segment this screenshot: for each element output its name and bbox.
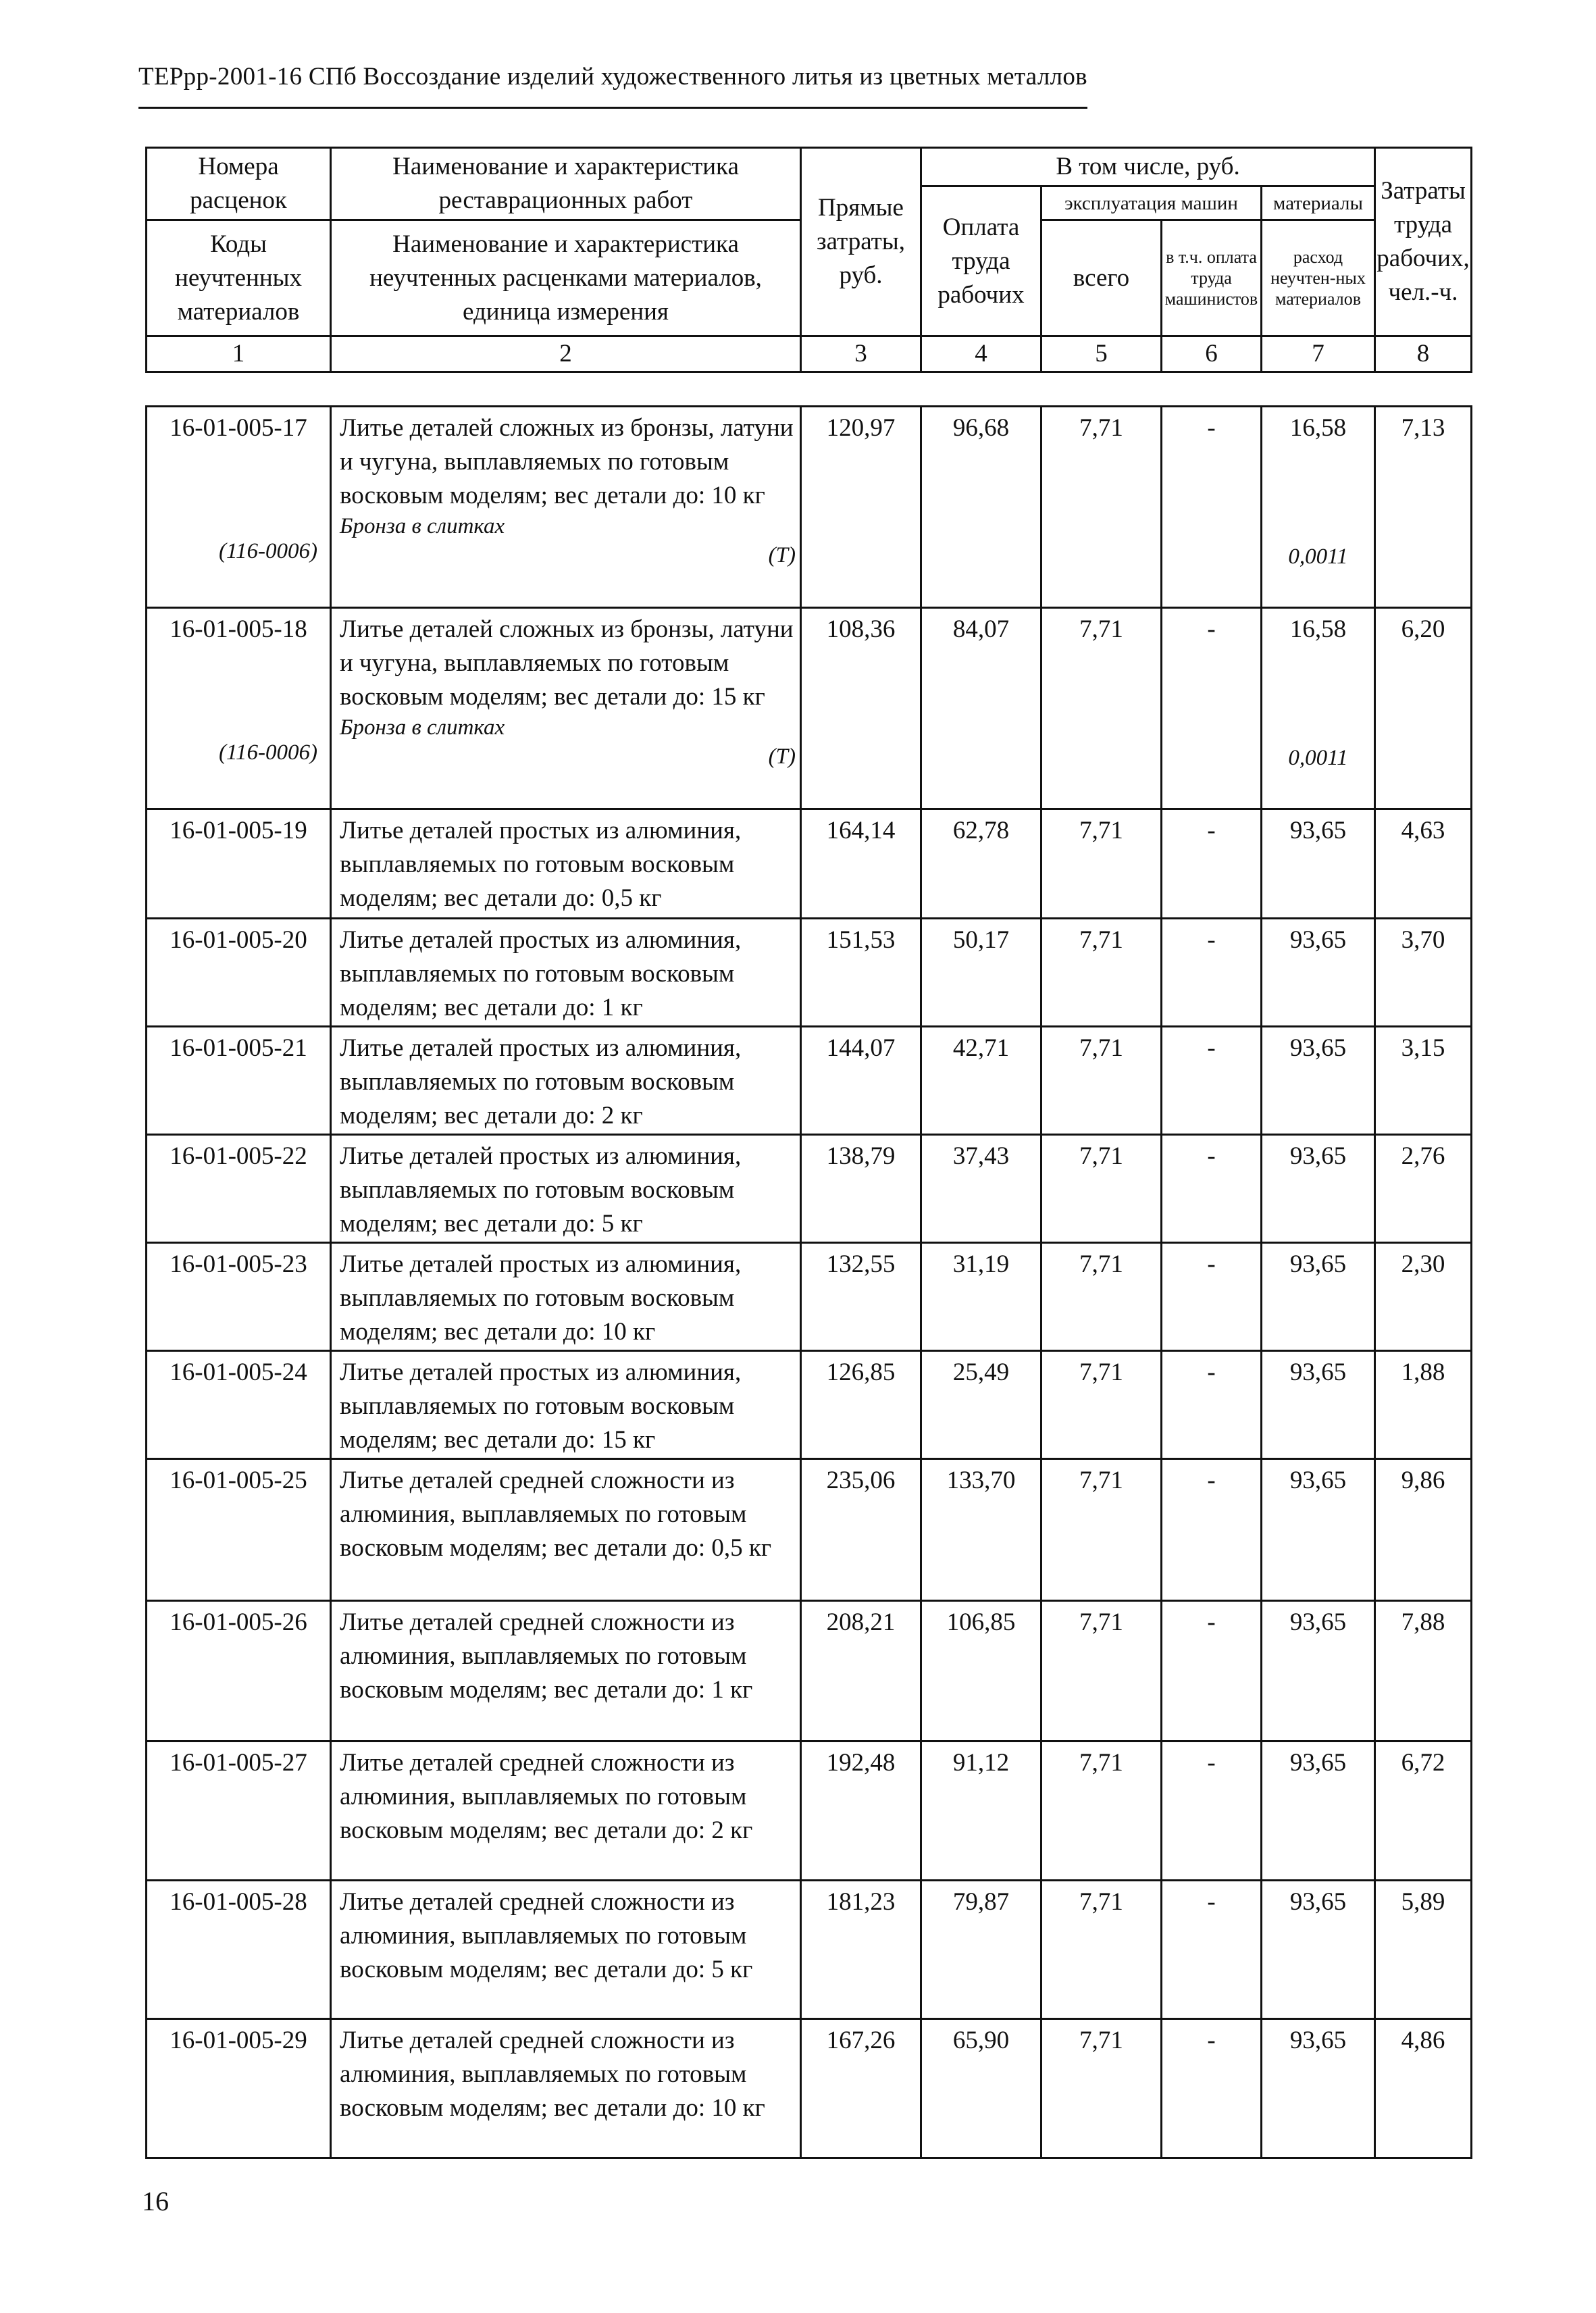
materials-cost-cell <box>1262 608 1375 809</box>
worker-pay: 79,87 <box>952 1888 1010 1916</box>
machines-total: 7,71 <box>1079 1749 1123 1777</box>
direct-costs: 108,36 <box>826 615 896 643</box>
machines-total: 7,71 <box>1079 926 1123 954</box>
rate-code: 16-01-005-23 <box>170 1250 307 1278</box>
table-row <box>147 1601 1472 1742</box>
direct-costs: 192,48 <box>826 1749 896 1777</box>
direct-costs: 144,07 <box>826 1034 896 1062</box>
direct-costs: 167,26 <box>826 2027 896 2054</box>
machines-total-cell <box>1041 1027 1162 1135</box>
machines-total-cell <box>1041 1351 1162 1459</box>
work-name: Литье деталей простых из алюминия, выплавляемых по готовым восковым моделям; вес детали до: 1 кг <box>340 926 742 1021</box>
materials-cost: 93,65 <box>1289 1142 1347 1170</box>
machines-total: 7,71 <box>1079 414 1123 442</box>
header-machines-total: всего <box>1041 220 1162 336</box>
header-underline <box>138 107 1087 109</box>
worker-pay-cell <box>921 1881 1041 2019</box>
work-name: Литье деталей сложных из бронзы, латуни и чугуна, выплавляемых по готовым восковым моделям; вес детали до: 15 кг <box>340 615 794 711</box>
work-name-cell <box>331 1881 801 2019</box>
direct-costs-cell <box>801 1243 921 1351</box>
materials-cost-cell <box>1262 1027 1375 1135</box>
table-row <box>147 1459 1472 1601</box>
worker-pay: 65,90 <box>952 2027 1010 2054</box>
rate-code: 16-01-005-29 <box>170 2027 307 2054</box>
machines-total-cell <box>1041 1881 1162 2019</box>
rate-code-cell <box>147 407 331 608</box>
materials-cost: 93,65 <box>1289 1467 1347 1494</box>
labor-hours: 4,86 <box>1401 2027 1445 2054</box>
direct-costs-cell <box>801 919 921 1027</box>
operator-pay-cell <box>1162 2019 1262 2158</box>
direct-costs-cell <box>801 1601 921 1742</box>
materials-cost: 93,65 <box>1289 926 1347 954</box>
machines-total: 7,71 <box>1079 1467 1123 1494</box>
rate-code-cell <box>147 1459 331 1601</box>
rate-code-cell <box>147 1881 331 2019</box>
rate-code-cell <box>147 1742 331 1881</box>
header-work-name: Наименование и характеристика реставрационных работ <box>331 148 801 220</box>
machines-total: 7,71 <box>1079 615 1123 643</box>
column-number: 5 <box>1041 336 1162 372</box>
machines-total-cell <box>1041 407 1162 608</box>
work-name: Литье деталей средней сложности из алюминия, выплавляемых по готовым восковым моделям; вес детали до: 5 кг <box>340 1888 753 1983</box>
header-materials: материалы <box>1262 186 1375 220</box>
worker-pay-cell <box>921 1135 1041 1243</box>
direct-costs: 151,53 <box>826 926 896 954</box>
direct-costs-cell <box>801 1459 921 1601</box>
rate-code: 16-01-005-20 <box>170 926 307 954</box>
operator-pay: - <box>1207 1034 1216 1062</box>
machines-total: 7,71 <box>1079 1358 1123 1386</box>
materials-cost: 93,65 <box>1289 1608 1347 1636</box>
work-name-cell <box>331 919 801 1027</box>
operator-pay: - <box>1207 2027 1216 2054</box>
header-column-numbers <box>147 336 1472 372</box>
materials-cost-cell <box>1262 809 1375 919</box>
rate-code-cell <box>147 919 331 1027</box>
materials-cost-cell <box>1262 1742 1375 1881</box>
rate-code: 16-01-005-24 <box>170 1358 307 1386</box>
labor-hours-cell <box>1375 1601 1472 1742</box>
operator-pay: - <box>1207 1608 1216 1636</box>
work-name-cell <box>331 809 801 919</box>
work-name: Литье деталей простых из алюминия, выплавляемых по готовым восковым моделям; вес детали до: 5 кг <box>340 1142 742 1238</box>
labor-hours: 4,63 <box>1401 817 1445 844</box>
materials-cost: 93,65 <box>1289 1250 1347 1278</box>
worker-pay-cell <box>921 919 1041 1027</box>
machines-total-cell <box>1041 1243 1162 1351</box>
rate-code: 16-01-005-28 <box>170 1888 307 1916</box>
worker-pay-cell <box>921 809 1041 919</box>
labor-hours: 6,72 <box>1401 1749 1445 1777</box>
page-number: 16 <box>142 2186 169 2216</box>
column-number: 6 <box>1162 336 1262 372</box>
labor-hours-cell <box>1375 809 1472 919</box>
worker-pay: 62,78 <box>952 817 1010 844</box>
work-name-cell <box>331 2019 801 2158</box>
materials-cost-cell <box>1262 2019 1375 2158</box>
table-row <box>147 1742 1472 1881</box>
rate-code-cell <box>147 1351 331 1459</box>
operator-pay-cell <box>1162 1459 1262 1601</box>
worker-pay: 84,07 <box>952 615 1010 643</box>
materials-cost: 93,65 <box>1289 1749 1347 1777</box>
operator-pay-cell <box>1162 1243 1262 1351</box>
labor-hours: 5,89 <box>1401 1888 1445 1916</box>
header-including-group: В том числе, руб. <box>921 148 1375 186</box>
work-name: Литье деталей сложных из бронзы, латуни и чугуна, выплавляемых по готовым восковым моделям; вес детали до: 10 кг <box>340 414 794 509</box>
worker-pay: 25,49 <box>952 1358 1010 1386</box>
materials-cost: 93,65 <box>1289 1358 1347 1386</box>
direct-costs: 138,79 <box>826 1142 896 1170</box>
table-row <box>147 1135 1472 1243</box>
work-name: Литье деталей средней сложности из алюминия, выплавляемых по готовым восковым моделям; вес детали до: 0,5 кг <box>340 1467 772 1562</box>
machines-total: 7,71 <box>1079 1142 1123 1170</box>
operator-pay-cell <box>1162 1742 1262 1881</box>
work-name: Литье деталей простых из алюминия, выплавляемых по готовым восковым моделям; вес детали до: 0,5 кг <box>340 817 742 912</box>
work-name-cell <box>331 1135 801 1243</box>
table-row <box>147 919 1472 1027</box>
labor-hours: 9,86 <box>1401 1467 1445 1494</box>
worker-pay: 42,71 <box>952 1034 1010 1062</box>
header-direct-costs: Прямые затраты, руб. <box>801 148 921 336</box>
direct-costs: 120,97 <box>826 414 896 442</box>
operator-pay: - <box>1207 1142 1216 1170</box>
operator-pay-cell <box>1162 1135 1262 1243</box>
machines-total-cell <box>1041 608 1162 809</box>
materials-cost: 93,65 <box>1289 1034 1347 1062</box>
direct-costs: 235,06 <box>826 1467 896 1494</box>
work-name-cell <box>331 1027 801 1135</box>
direct-costs-cell <box>801 1135 921 1243</box>
direct-costs-cell <box>801 1351 921 1459</box>
worker-pay-cell <box>921 1351 1041 1459</box>
operator-pay-cell <box>1162 1351 1262 1459</box>
materials-cost-cell <box>1262 1351 1375 1459</box>
materials-cost: 16,58 <box>1289 615 1347 643</box>
operator-pay-cell <box>1162 608 1262 809</box>
operator-pay-cell <box>1162 809 1262 919</box>
direct-costs-cell <box>801 1027 921 1135</box>
rates-table <box>145 405 1472 2159</box>
operator-pay: - <box>1207 1888 1216 1916</box>
materials-cost: 93,65 <box>1289 1888 1347 1916</box>
rate-code-cell <box>147 608 331 809</box>
operator-pay: - <box>1207 1358 1216 1386</box>
labor-hours: 3,15 <box>1401 1034 1445 1062</box>
machines-total-cell <box>1041 1135 1162 1243</box>
labor-hours: 1,88 <box>1401 1358 1445 1386</box>
operator-pay: - <box>1207 1250 1216 1278</box>
work-name-cell <box>331 1351 801 1459</box>
rate-code: 16-01-005-17 <box>170 414 307 442</box>
column-number: 7 <box>1262 336 1375 372</box>
materials-cost-cell <box>1262 1135 1375 1243</box>
labor-hours-cell <box>1375 1351 1472 1459</box>
direct-costs: 181,23 <box>826 1888 896 1916</box>
worker-pay-cell <box>921 1243 1041 1351</box>
table-row <box>147 1243 1472 1351</box>
operator-pay-cell <box>1162 1027 1262 1135</box>
table-row <box>147 809 1472 919</box>
column-number: 4 <box>921 336 1041 372</box>
worker-pay-cell <box>921 407 1041 608</box>
table-row <box>147 407 1472 608</box>
worker-pay: 106,85 <box>946 1608 1016 1636</box>
material-quantity: 0,0011 <box>1288 544 1348 569</box>
operator-pay-cell <box>1162 1881 1262 2019</box>
labor-hours-cell <box>1375 919 1472 1027</box>
rate-code-cell <box>147 1027 331 1135</box>
header-machines: эксплуатация машин <box>1041 186 1262 220</box>
machines-total: 7,71 <box>1079 817 1123 844</box>
labor-hours: 6,20 <box>1401 615 1445 643</box>
rate-code: 16-01-005-26 <box>170 1608 307 1636</box>
labor-hours-cell <box>1375 407 1472 608</box>
header-unaccounted-codes: Коды неучтенных материалов <box>147 220 331 336</box>
table-row <box>147 2019 1472 2158</box>
material-mark: (Т) <box>768 744 796 769</box>
work-name-cell <box>331 1601 801 1742</box>
operator-pay: - <box>1207 615 1216 643</box>
materials-cost-cell <box>1262 1881 1375 2019</box>
worker-pay-cell <box>921 608 1041 809</box>
direct-costs: 126,85 <box>826 1358 896 1386</box>
labor-hours-cell <box>1375 1881 1472 2019</box>
materials-cost-cell <box>1262 1243 1375 1351</box>
labor-hours-cell <box>1375 1135 1472 1243</box>
table-row <box>147 1881 1472 2019</box>
operator-pay: - <box>1207 926 1216 954</box>
material-code: (116-0006) <box>218 740 317 765</box>
operator-pay: - <box>1207 414 1216 442</box>
machines-total-cell <box>1041 809 1162 919</box>
table-row <box>147 1027 1472 1135</box>
table-row <box>147 608 1472 809</box>
worker-pay-cell <box>921 1742 1041 1881</box>
labor-hours-cell <box>1375 2019 1472 2158</box>
labor-hours: 2,30 <box>1401 1250 1445 1278</box>
rate-code: 16-01-005-27 <box>170 1749 307 1777</box>
labor-hours: 2,76 <box>1401 1142 1445 1170</box>
labor-hours-cell <box>1375 1742 1472 1881</box>
rate-code: 16-01-005-25 <box>170 1467 307 1494</box>
direct-costs: 208,21 <box>826 1608 896 1636</box>
header-worker-pay: Оплата труда рабочих <box>921 186 1041 336</box>
material-name: Бронза в слитках <box>340 514 505 538</box>
labor-hours-cell <box>1375 1243 1472 1351</box>
worker-pay-cell <box>921 1459 1041 1601</box>
spacer <box>1262 445 1374 540</box>
header-operator-pay: в т.ч. оплата труда машинистов <box>1162 220 1262 336</box>
machines-total-cell <box>1041 1742 1162 1881</box>
machines-total-cell <box>1041 2019 1162 2158</box>
spacer <box>1262 646 1374 741</box>
table-header <box>145 147 1472 373</box>
materials-cost: 93,65 <box>1289 2027 1347 2054</box>
document-header-title: ТЕРрр-2001-16 СПб Воссоздание изделий художественного литья из цветных металлов <box>138 63 1087 91</box>
operator-pay: - <box>1207 817 1216 844</box>
rate-code: 16-01-005-19 <box>170 817 307 844</box>
work-name: Литье деталей средней сложности из алюминия, выплавляемых по готовым восковым моделям; вес детали до: 10 кг <box>340 2027 765 2122</box>
operator-pay: - <box>1207 1467 1216 1494</box>
rate-code-cell <box>147 1135 331 1243</box>
worker-pay: 96,68 <box>952 414 1010 442</box>
work-name-cell <box>331 407 801 608</box>
work-name-cell <box>331 608 801 809</box>
header-material-name: Наименование и характеристика неучтенных расценками материалов, единица измерения <box>331 220 801 336</box>
operator-pay: - <box>1207 1749 1216 1777</box>
worker-pay: 37,43 <box>952 1142 1010 1170</box>
work-name: Литье деталей средней сложности из алюминия, выплавляемых по готовым восковым моделям; вес детали до: 1 кг <box>340 1608 753 1704</box>
work-name: Литье деталей простых из алюминия, выплавляемых по готовым восковым моделям; вес детали до: 15 кг <box>340 1358 742 1454</box>
table-row <box>147 1351 1472 1459</box>
labor-hours: 3,70 <box>1401 926 1445 954</box>
material-name: Бронза в слитках <box>340 715 505 740</box>
machines-total: 7,71 <box>1079 1034 1123 1062</box>
work-name-cell <box>331 1742 801 1881</box>
column-number: 3 <box>801 336 921 372</box>
materials-cost-cell <box>1262 407 1375 608</box>
machines-total-cell <box>1041 1601 1162 1742</box>
direct-costs-cell <box>801 2019 921 2158</box>
work-name: Литье деталей простых из алюминия, выплавляемых по готовым восковым моделям; вес детали до: 10 кг <box>340 1250 742 1346</box>
materials-cost: 16,58 <box>1289 414 1347 442</box>
labor-hours-cell <box>1375 608 1472 809</box>
worker-pay: 50,17 <box>952 926 1010 954</box>
rate-code: 16-01-005-21 <box>170 1034 307 1062</box>
direct-costs: 132,55 <box>826 1250 896 1278</box>
machines-total: 7,71 <box>1079 2027 1123 2054</box>
column-number: 1 <box>147 336 331 372</box>
rate-code-cell <box>147 809 331 919</box>
operator-pay-cell <box>1162 1601 1262 1742</box>
materials-cost-cell <box>1262 1459 1375 1601</box>
worker-pay-cell <box>921 2019 1041 2158</box>
column-number: 2 <box>331 336 801 372</box>
material-code: (116-0006) <box>218 539 317 563</box>
worker-pay-cell <box>921 1027 1041 1135</box>
direct-costs-cell <box>801 407 921 608</box>
materials-cost-cell <box>1262 919 1375 1027</box>
operator-pay-cell <box>1162 919 1262 1027</box>
labor-hours-cell <box>1375 1027 1472 1135</box>
rate-code: 16-01-005-22 <box>170 1142 307 1170</box>
labor-hours: 7,13 <box>1401 414 1445 442</box>
labor-hours-cell <box>1375 1459 1472 1601</box>
material-quantity: 0,0011 <box>1288 746 1348 770</box>
direct-costs-cell <box>801 1742 921 1881</box>
header-material-usage: расход неучтен-ных материалов <box>1262 220 1375 336</box>
column-number: 8 <box>1375 336 1472 372</box>
worker-pay: 31,19 <box>952 1250 1010 1278</box>
machines-total-cell <box>1041 1459 1162 1601</box>
work-name-cell <box>331 1459 801 1601</box>
header-rate-numbers: Номера расценок <box>147 148 331 220</box>
direct-costs-cell <box>801 608 921 809</box>
machines-total: 7,71 <box>1079 1888 1123 1916</box>
direct-costs-cell <box>801 809 921 919</box>
materials-cost: 93,65 <box>1289 817 1347 844</box>
work-name: Литье деталей простых из алюминия, выплавляемых по готовым восковым моделям; вес детали до: 2 кг <box>340 1034 742 1129</box>
work-name: Литье деталей средней сложности из алюминия, выплавляемых по готовым восковым моделям; вес детали до: 2 кг <box>340 1749 753 1844</box>
machines-total: 7,71 <box>1079 1250 1123 1278</box>
rate-code-cell <box>147 1601 331 1742</box>
worker-pay: 133,70 <box>946 1467 1016 1494</box>
worker-pay: 91,12 <box>952 1749 1010 1777</box>
rate-code: 16-01-005-18 <box>170 615 307 643</box>
direct-costs: 164,14 <box>826 817 896 844</box>
rate-code-cell <box>147 2019 331 2158</box>
rate-code-cell <box>147 1243 331 1351</box>
work-name-cell <box>331 1243 801 1351</box>
material-mark: (Т) <box>768 543 796 567</box>
worker-pay-cell <box>921 1601 1041 1742</box>
machines-total: 7,71 <box>1079 1608 1123 1636</box>
materials-cost-cell <box>1262 1601 1375 1742</box>
operator-pay-cell <box>1162 407 1262 608</box>
direct-costs-cell <box>801 1881 921 2019</box>
header-labor-hours: Затраты труда рабочих, чел.-ч. <box>1375 148 1472 336</box>
labor-hours: 7,88 <box>1401 1608 1445 1636</box>
machines-total-cell <box>1041 919 1162 1027</box>
